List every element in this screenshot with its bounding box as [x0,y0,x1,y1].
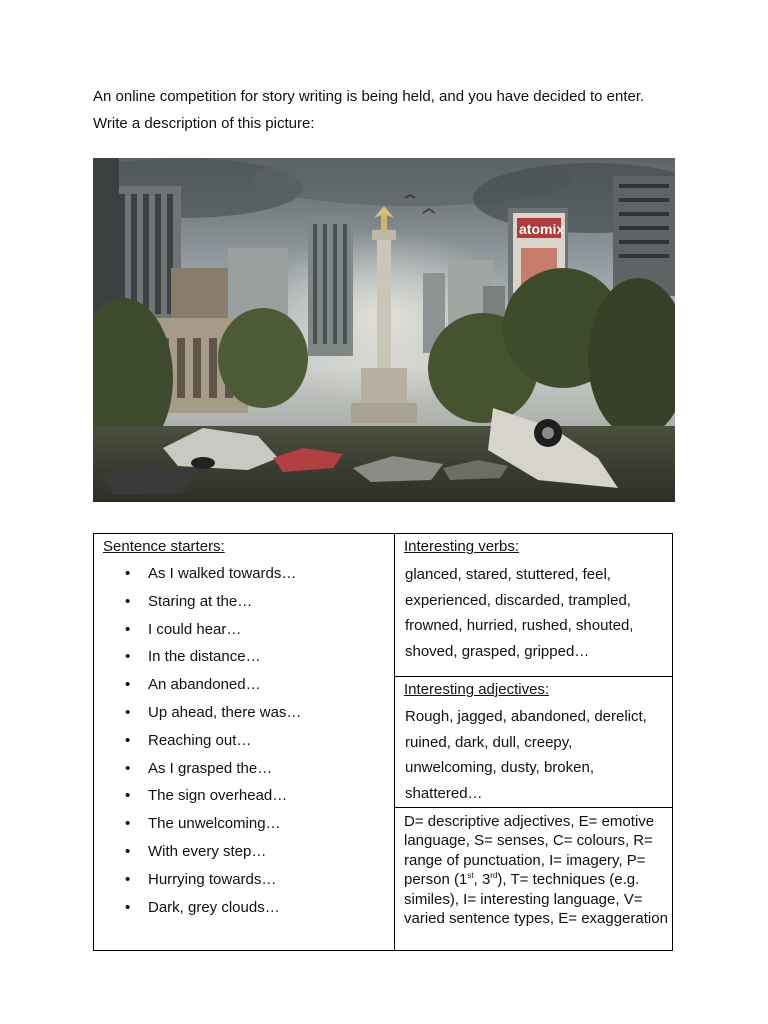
sentence-starters-list [94,565,301,926]
interesting-verbs-text: glanced, stared, stuttered, feel, experienced, discarded, trampled, frowned, hurried, rushed, shouted, shoved, grasped, gripped… [405,566,634,660]
list-item: • Hurrying towards… [94,871,301,899]
key-part-2: , 3 [473,871,491,889]
list-item: • The unwelcoming… [94,815,301,843]
list-item: • Dark, grey clouds… [94,899,301,927]
list-item: • The sign overhead… [94,787,301,815]
marking-key-text [404,812,668,928]
interesting-verbs-cell [394,533,673,677]
ruined-city-photo [93,158,675,502]
list-item: • An abandoned… [94,676,301,704]
billboard-text: atomix [519,221,565,237]
interesting-adjectives-heading: Interesting adjectives: [404,681,550,698]
sentence-starters-heading: Sentence starters: [103,538,225,555]
interesting-verbs-heading: Interesting verbs: [404,538,520,555]
list-item: • Up ahead, there was… [94,704,301,732]
marking-key-cell [394,807,673,951]
sentence-starters-cell [93,533,395,951]
interesting-adjectives-cell [394,676,673,808]
list-item: • With every step… [94,843,301,871]
prompt-table [93,533,673,951]
list-item: • In the distance… [94,648,301,676]
list-item: • I could hear… [94,621,301,649]
key-sup-st: st [467,871,474,881]
intro-line-1: An online competition for story writing is being held, and you have decided to enter. [93,88,645,105]
list-item: • As I grasped the… [94,760,301,788]
key-part-3: ), T= techniques (e.g. similes), I= interesting language, V= varied sentence types, E= exaggeration [404,871,668,928]
intro-line-2: Write a description of this picture: [93,115,315,132]
key-sup-rd: rd [490,871,498,881]
list-item: • As I walked towards… [94,565,301,593]
list-item: • Reaching out… [94,732,301,760]
list-item: • Staring at the… [94,593,301,621]
key-part-1: D= descriptive adjectives, E= emotive language, S= senses, C= colours, R= range of punctuation, I= imagery, P= person (1 [404,813,655,889]
interesting-adjectives-text: Rough, jagged, abandoned, derelict, ruined, dark, dull, creepy, unwelcoming, dusty, broken, shattered… [405,708,647,802]
